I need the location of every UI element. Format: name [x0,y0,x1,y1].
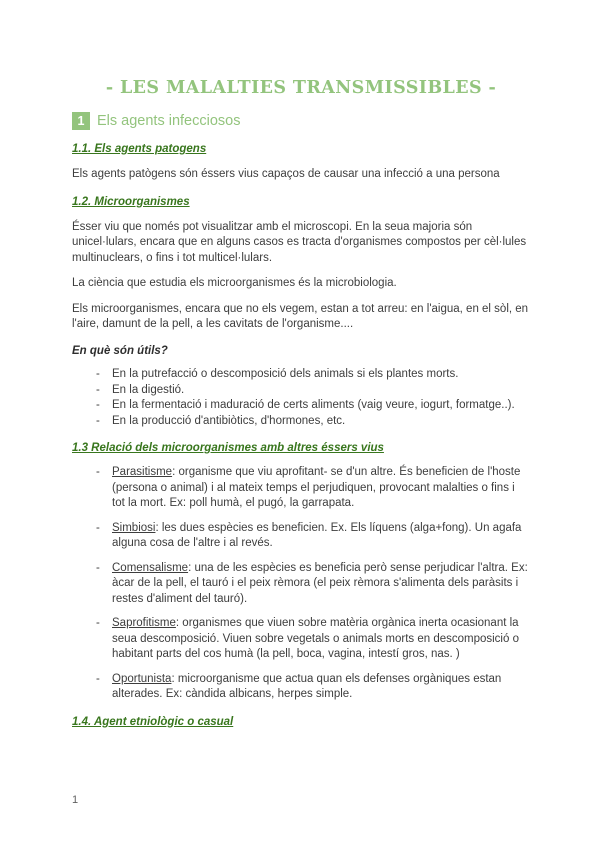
page-number: 1 [72,794,79,806]
paragraph-ciencia: La ciència que estudia els microorganismes és la microbiologia. [72,277,397,289]
question-utils: En què són útils? [72,344,168,357]
relation-term: Saprofitisme [112,617,176,629]
bullet-dash: - [96,521,100,534]
section-number-badge: 1 [72,112,90,130]
list-item [96,398,530,414]
relation-definition: : una de les espècies es beneficia però sense perjudicar l'altra. Ex: àcar de la pell, el tauró i el peix rèmora (el peix rèmora s'alimenta dels paràsits i restes d'aliment del tauró). [112,561,528,605]
list-item-text [112,672,530,703]
bullet-dash: - [96,383,100,396]
subheading-1-1: 1.1. Els agents patogens [72,143,207,155]
list-item-text: En la digestió. [112,383,185,396]
list-item [96,521,530,552]
subheading-1-3: 1.3 Relació dels microorganismes amb altres éssers vius [72,442,384,454]
list-item-text [112,561,530,608]
relation-term: Comensalisme [112,561,189,574]
subheading-1-4: 1.4. Agent etniològic o casual [72,715,234,728]
bullet-dash: - [96,368,100,380]
relation-definition: : organismes que viuen sobre matèria orgànica inerta ocasionant la seua descomposició. Viuen sobre vegetals o animals morts en descomposició o habitant parts del cos humà (la pell, boca, vagina, intestí gros, nas. ) [112,617,519,660]
list-item-text [112,521,530,552]
paragraph-esser-viu: Ésser viu que només pot visualitzar amb el microscopi. En la seua majoria són unicel·lulars, encara que en alguns casos es tracta d'organismes compostos per cèl·lules multinuclears, o fins i tot multicel·lulars. [72,220,527,264]
section-title: Els agents infecciosos [97,113,241,129]
bullet-dash: - [96,617,100,629]
bullet-dash: - [96,561,100,574]
bullet-dash: - [96,466,100,478]
bullet-dash: - [96,672,100,685]
list-item-text [112,616,530,663]
bullet-dash: - [96,399,100,411]
relation-definition: : organisme que viu aprofitant- se d'un altre. És beneficien de l'hoste (persona o animal) i al mateix temps el perjudiquen, provocant malalties o fins i tot la mort. Ex: poll humà, el pugó, la garrapata. [112,466,521,509]
section-heading [72,112,530,130]
relation-term: Simbiosi [112,521,156,534]
subheading-1-2: 1.2. Microorganismes [72,195,190,208]
list-item [96,672,530,703]
paragraph-arreu: Els microorganismes, encara que no els vegem, estan a tot arreu: en l'aigua, en el sòl, en l'aire, damunt de la pell, a les cavitats de l'organisme.... [72,302,529,330]
relation-definition: : les dues espècies es beneficien. Ex. Els líquens (alga+fong). Un agafa alguna cosa de l'altre i al revés. [112,521,522,549]
list-item-text: En la producció d'antibiòtics, d'hormones, etc. [112,414,346,427]
list-item [96,367,530,383]
list-item [96,383,530,399]
list-item [96,616,530,663]
list-item [96,561,530,608]
list-item-text: En la putrefacció o descomposició dels animals si els plantes morts. [112,368,459,380]
list-item [96,465,530,512]
uses-list [72,367,530,429]
relation-term: Parasitisme [112,466,173,478]
list-item [96,414,530,430]
list-item-text: En la fermentació i maduració de certs aliments (vaig veure, iogurt, formatge..). [112,399,515,411]
relation-definition: : microorganisme que actua quan els defenses orgàniques estan alterades. Ex: càndida albicans, herpes simple. [112,672,502,700]
relations-list [72,465,530,703]
document-title: - LES MALALTIES TRANSMISSIBLES - [105,78,497,98]
list-item-text [112,465,530,512]
bullet-dash: - [96,414,100,427]
paragraph-agents-patogens: Els agents patògens són éssers vius capaços de causar una infecció a una persona [72,168,500,180]
relation-term: Oportunista [112,672,172,685]
